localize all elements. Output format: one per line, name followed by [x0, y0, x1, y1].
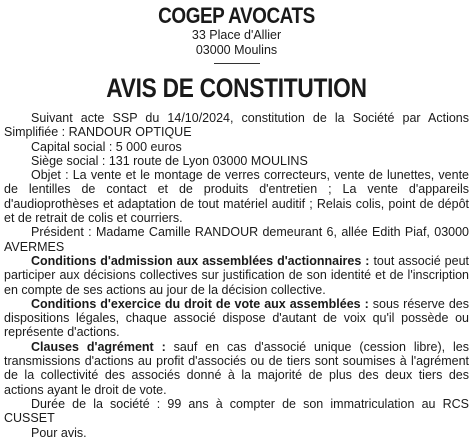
header-divider: [214, 63, 260, 64]
firm-name: COGEP AVOCATS: [158, 3, 315, 28]
notice-body: [4, 111, 469, 440]
paragraph-head-office: Siège social : 131 route de Lyon 03000 MOULINS: [31, 153, 308, 168]
paragraph-duration: Durée de la société : 99 ans à compter de son immatriculation au RCS CUSSET: [4, 396, 469, 426]
admission-text: tout associé peut participer aux décisions collectives sur justification de son identité et de l'inscription en compte de ses actions au jour de la décision collective.: [4, 253, 469, 297]
approval-label: Clauses d'agrément :: [31, 339, 166, 354]
paragraph-voting: [4, 297, 469, 340]
paragraph-closing: Pour avis.: [31, 425, 87, 440]
voting-text: sous réserve des dispositions légales, chaque associé dispose d'autant de voix qu'il possède ou représente d'actions.: [4, 296, 469, 340]
paragraph-purpose: Objet : La vente et le montage de verres correcteurs, vente de lunettes, vente de lentilles de contact et de produits d'entretien ; La vente d'appareils d'audioprothèses et adaptation de tout matériel auditif ; Relais colis, point de dépôt et de retrait de colis et courriers.: [4, 168, 469, 226]
notice-title: AVIS DE CONSTITUTION: [106, 73, 367, 103]
voting-label: Conditions d'exercice du droit de vote aux assemblées :: [31, 296, 369, 311]
paragraph-capital: Capital social : 5 000 euros: [31, 139, 182, 154]
paragraph-admission: [4, 254, 469, 297]
firm-address-line2: 03000 Moulins: [195, 43, 278, 57]
approval-text: sauf en cas d'associé unique (cession libre), les transmissions d'actions au profit d'associés ou de tiers sont soumises à l'agrément de la collectivité des associés donné à la majorité de plus des deux tiers des actions ayant le droit de vote.: [4, 339, 469, 397]
firm-address-line1: 33 Place d'Allier: [191, 28, 282, 42]
paragraph-president: Président : Madame Camille RANDOUR demeurant 6, allée Edith Piaf, 03000 AVERMES: [4, 225, 469, 254]
notice-header: [0, 0, 473, 103]
paragraph-approval: [4, 340, 469, 397]
paragraph-constitution: Suivant acte SSP du 14/10/2024, constitution de la Société par Actions Simplifiée : RANDOUR OPTIQUE: [4, 111, 469, 140]
admission-label: Conditions d'admission aux assemblées d'actionnaires :: [31, 253, 370, 268]
